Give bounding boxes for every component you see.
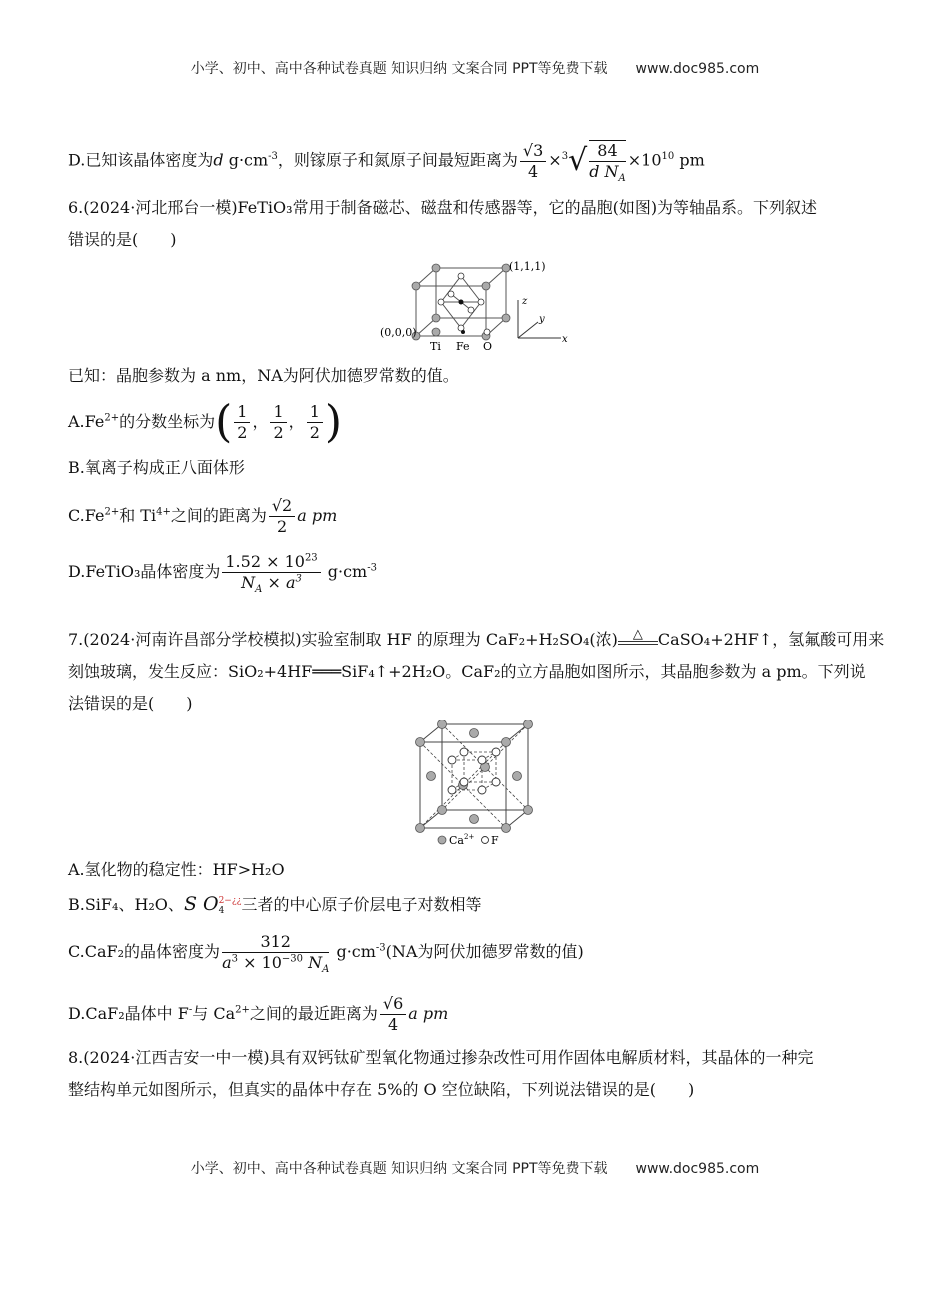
q7c-den3: N	[303, 953, 323, 972]
q7-option-c	[68, 930, 880, 974]
q6-option-a	[68, 396, 880, 448]
q6d-frac	[222, 552, 320, 596]
q7c-unit: g·cm	[331, 942, 376, 961]
heat-icon: △	[632, 627, 643, 642]
label-000: (0,0,0)	[380, 326, 417, 339]
legend-ca-text: Ca	[449, 834, 464, 847]
header-url[interactable]: www.doc985.com	[635, 61, 760, 77]
q6c-sup1: 2+	[104, 506, 120, 518]
legend-fe: Fe	[456, 340, 470, 353]
q6a-n2: 1	[270, 402, 286, 423]
q7c-densub: A	[322, 964, 330, 976]
legend-ca	[449, 833, 474, 847]
q6-known: 已知：晶胞参数为 a nm，NA为阿伏加德罗常数的值。	[68, 366, 459, 385]
q6c-tail: a pm	[297, 506, 338, 525]
page-header	[0, 58, 950, 78]
q6-stem-line2: 错误的是( )	[68, 230, 177, 249]
q6a-d1: 2	[237, 423, 248, 442]
legend-o: O	[483, 340, 493, 353]
footer-url[interactable]: www.doc985.com	[635, 1161, 760, 1177]
q7c-prefix: C.CaF₂的晶体密度为	[68, 942, 221, 961]
q7c-unitexp: -3	[375, 942, 386, 954]
q6d-denexp: 3	[295, 573, 302, 585]
q7-option-d	[68, 992, 880, 1036]
q6c-num: √2	[269, 496, 295, 517]
page-footer	[0, 1158, 950, 1178]
q6c-frac	[269, 496, 295, 537]
q7d-prefix: D.CaF₂晶体中 F	[68, 1004, 189, 1023]
q6d-den: N	[241, 573, 256, 592]
q7b-sosub: 4	[218, 905, 225, 916]
q6c-text: 之间的距离为	[170, 506, 267, 525]
footer-text: 小学、初中、高中各种试卷真题 知识归纳 文案合同 PPT等免费下载	[190, 1161, 608, 1177]
axis-x: x	[562, 334, 568, 345]
q5d-times: ×	[548, 150, 562, 170]
q6a-prefix: A.Fe	[68, 412, 105, 431]
q7c-tail: (NA为阿伏加德罗常数的值)	[385, 942, 584, 961]
fe-atom	[459, 300, 464, 305]
q7d-tail: a pm	[408, 1004, 449, 1023]
q6-option-d	[68, 550, 880, 594]
q5d-tail: ×10	[627, 150, 662, 170]
legend-ca-sup: 2+	[463, 833, 475, 841]
q6a-n1: 1	[234, 402, 250, 423]
q7b-sosup: 2−¿¿	[218, 895, 242, 906]
right-paren-icon: )	[324, 396, 343, 448]
q8-stem-line2: 整结构单元如图所示，但真实的晶体中存在 5%的 O 空位缺陷，下列说法错误的是( )	[68, 1080, 695, 1099]
q7d-sup1: -	[188, 1004, 193, 1016]
q5d-frac1	[520, 141, 546, 182]
q6-stem-line1: 6.(2024·河北邢台一模)FeTiO₃常用于制备磁芯、磁盘和传感器等，它的晶胞(如图)为等轴晶系。下列叙述	[68, 198, 818, 217]
q7d-sup2: 2+	[235, 1004, 250, 1016]
q5d-var: d	[213, 150, 224, 170]
q6d-prefix: D.FeTiO₃晶体密度为	[68, 562, 221, 581]
q6a-frac-z	[307, 402, 323, 443]
left-paren-icon: (	[215, 396, 233, 448]
q7b-text: 三者的中心原子价层电子对数相等	[241, 895, 482, 914]
q6a-sep1: ，	[252, 412, 269, 431]
q5d-mid: ，则镓原子和氮原子间最短距离为	[277, 150, 518, 170]
q7c-den2: × 10	[237, 953, 282, 972]
q5d-tail-exp: 10	[661, 151, 675, 163]
q6d-densub: A	[255, 584, 263, 596]
q7c-den: a	[222, 953, 232, 972]
q6a-d2: 2	[273, 423, 284, 442]
q7-figure	[412, 720, 538, 850]
q5d-num2: 84	[589, 141, 626, 162]
q7-stem1a: 7.(2024·河南许昌部分学校模拟)实验室制取 HF 的原理为 CaF₂+H₂SO₄(浓)	[68, 630, 618, 649]
q6a-sep2: ，	[288, 412, 305, 431]
q5d-den2	[589, 162, 626, 185]
q6-option-c	[68, 494, 880, 538]
q6c-prefix: C.Fe	[68, 506, 105, 525]
q5-option-d	[68, 140, 880, 185]
legend-ti: Ti	[430, 340, 441, 353]
q6a-frac-x	[234, 402, 250, 443]
axis-y: y	[539, 314, 545, 325]
label-111: (1,1,1)	[509, 260, 546, 273]
q5d-den2-sub: A	[618, 173, 626, 185]
q6d-unit: g·cm	[322, 562, 368, 581]
q7b-prefix: B.SiF₄、H₂O、	[68, 895, 184, 914]
q7-heat-arrow	[618, 627, 658, 645]
q6d-den2: × a	[262, 573, 296, 592]
q7d-num: √6	[380, 994, 406, 1015]
q6a-sup: 2+	[104, 412, 120, 424]
q6d-numexp: 23	[304, 552, 318, 564]
q6a-text: 的分数坐标为	[119, 412, 216, 431]
q5d-num1: √3	[520, 141, 546, 162]
q7c-frac	[222, 932, 330, 976]
q7-stem-line3: 法错误的是( )	[68, 694, 193, 713]
q7d-den: 4	[387, 1015, 399, 1034]
q6a-n3: 1	[307, 402, 323, 423]
q7c-den2exp: −30	[281, 953, 304, 965]
q5d-den2-text: d N	[589, 162, 619, 181]
q7c-denexp: 3	[231, 953, 238, 965]
q7-stem-line2: 刻蚀玻璃，发生反应：SiO₂+4HF═══SiF₄↑+2H₂O。CaF₂的立方晶胞如图所示，其晶胞参数为 a pm。下列说	[68, 662, 866, 681]
q5d-root-index: 3	[561, 151, 569, 163]
q7-option-a: A.氢化物的稳定性：HF>H₂O	[68, 860, 285, 879]
q5d-exp: -3	[268, 151, 278, 163]
radical-icon: √	[568, 143, 588, 178]
q5d-frac2	[589, 140, 626, 185]
q7-option-b	[68, 892, 880, 917]
q7c-num: 312	[222, 932, 329, 953]
q7d-text: 之间的最近距离为	[249, 1004, 378, 1023]
q6a-frac-y	[270, 402, 286, 443]
q7d-frac	[380, 994, 406, 1035]
q7b-sup-sub	[219, 896, 242, 916]
q5d-unit: g·cm	[223, 150, 269, 170]
q6-figure	[376, 256, 576, 356]
q8-stem-line1: 8.(2024·江西吉安一中一模)具有双钙钛矿型氧化物通过掺杂改性可用作固体电解质材料，其晶体的一种完	[68, 1048, 814, 1067]
q6c-den: 2	[276, 517, 288, 536]
q5d-tail-unit: pm	[674, 150, 705, 170]
q7b-so: S O	[183, 893, 219, 915]
q6c-mid: 和 Ti	[119, 506, 157, 525]
q6c-sup2: 4+	[156, 506, 171, 518]
legend-f: F	[491, 834, 499, 847]
q5d-den1: 4	[528, 161, 539, 181]
q6a-d3: 2	[309, 423, 320, 442]
q6-option-b: B.氧离子构成正八面体形	[68, 458, 245, 477]
header-text: 小学、初中、高中各种试卷真题 知识归纳 文案合同 PPT等免费下载	[190, 61, 608, 77]
q5d-prefix: D.已知该晶体密度为	[68, 150, 214, 170]
q7d-mid: 与 Ca	[192, 1004, 236, 1023]
q7-stem-line1	[68, 627, 885, 652]
axis-z: z	[522, 296, 528, 307]
q7-stem1b: CaSO₄+2HF↑，氢氟酸可用来	[657, 630, 885, 649]
q6d-unitexp: -3	[367, 562, 377, 574]
q6d-num: 1.52 × 10	[225, 552, 305, 571]
